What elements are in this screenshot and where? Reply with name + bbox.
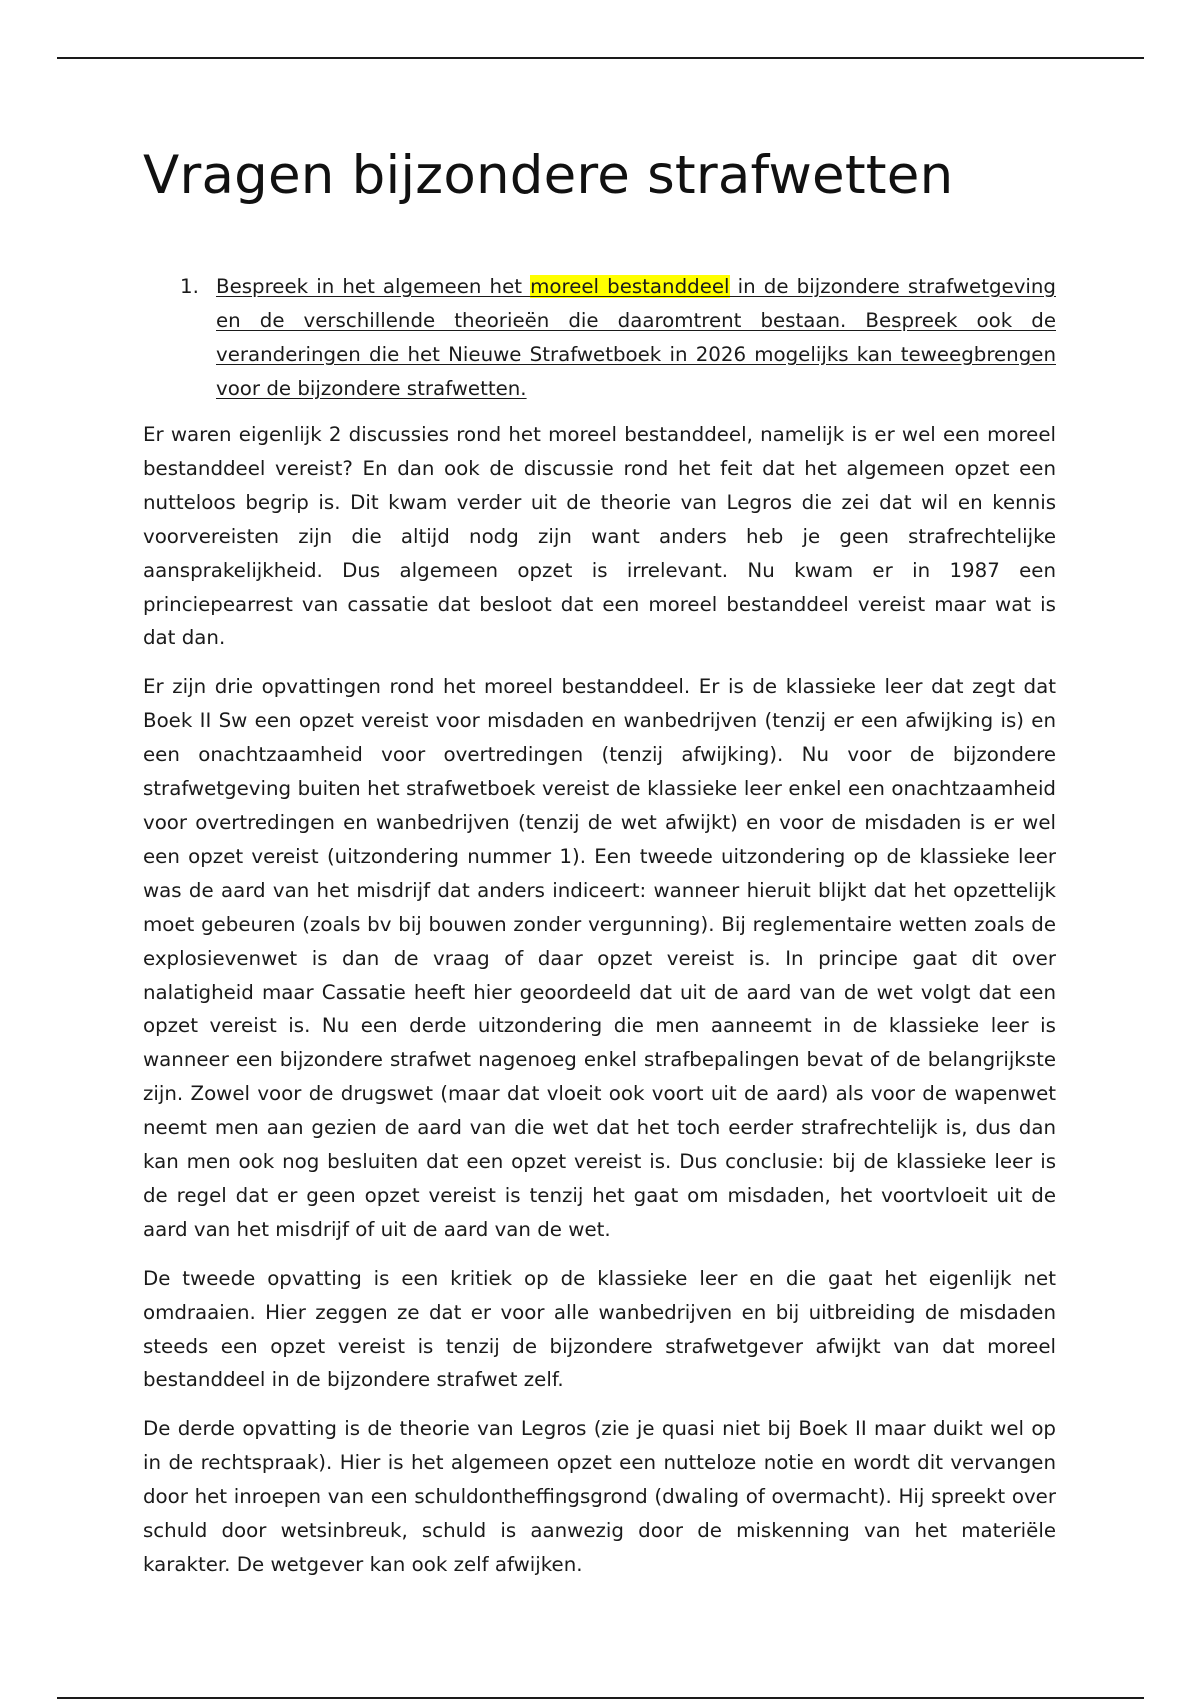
question-text-after: in de bijzondere strafwetgeving en de verschillende theorieën die daaromtrent bestaan. Bespreek ook de veranderingen die het Nieuwe Strafwetboek in 2026 mogelijks kan teweegbrengen voor de bijzondere strafwetten. bbox=[216, 275, 1056, 400]
paragraph-1: Er waren eigenlijk 2 discussies rond het moreel bestanddeel, namelijk is er wel een moreel bestanddeel vereist? En dan ook de discussie rond het feit dat het algemeen opzet een nutteloos begrip is. Dit kwam verder uit de theorie van Legros die zei dat wil en kennis voorvereisten zijn die altijd nodg zijn want anders heb je geen strafrechtelijke aansprakelijkheid. Dus algemeen opzet is irrelevant. Nu kwam er in 1987 een princiepearrest van cassatie dat besloot dat een moreel bestanddeel vereist maar wat is dat dan. bbox=[143, 423, 1056, 650]
question-number: 1. bbox=[180, 275, 199, 298]
document-body bbox=[143, 140, 1056, 1597]
document-title: Vragen bijzondere strafwetten bbox=[143, 145, 954, 206]
paragraph-3: De tweede opvatting is een kritiek op de klassieke leer en die gaat het eigenlijk net omdraaien. Hier zeggen ze dat er voor alle wanbedrijven en bij uitbreiding de misdaden steeds een opzet vereist is tenzij de bijzondere strafwetgever afwijkt van dat moreel bestanddeel in de bijzondere strafwet zelf. bbox=[143, 1266, 1056, 1392]
footer-rule bbox=[57, 1697, 1144, 1699]
question-text bbox=[216, 270, 1056, 406]
question-item bbox=[143, 270, 1056, 406]
header-rule bbox=[57, 57, 1144, 59]
paragraph-2: Er zijn drie opvattingen rond het moreel bestanddeel. Er is de klassieke leer dat zegt dat Boek II Sw een opzet vereist voor misdaden en wanbedrijven (tenzij er een afwijking is) en een onachtzaamheid voor overtredingen (tenzij afwijking). Nu voor de bijzondere strafwetgeving buiten het strafwetboek vereist de klassieke leer enkel een onachtzaamheid voor overtredingen en wanbedrijven (tenzij de wet afwijkt) en voor de misdaden is er wel een opzet vereist (uitzondering nummer 1). Een tweede uitzondering op de klassieke leer was de aard van het misdrijf dat anders indiceert: wanneer hieruit blijkt dat het opzettelijk moet gebeuren (zoals bv bij bouwen zonder vergunning). Bij reglementaire wetten zoals de explosievenwet is dan de vraag of daar opzet vereist is. In principe gaat dit over nalatigheid maar Cassatie heeft hier geoordeeld dat uit de aard van de wet volgt dat een opzet vereist is. Nu een derde uitzondering die men aanneemt in de klassieke leer is wanneer een bijzondere strafwet nagenoeg enkel strafbepalingen bevat of de belangrijkste zijn. Zowel voor de drugswet (maar dat vloeit ook voort uit de aard) als voor de wapenwet neemt men aan gezien de aard van die wet dat het toch eerder strafrechtelijk is, dus dan kan men ook nog besluiten dat een opzet vereist is. Dus conclusie: bij de klassieke leer is de regel dat er geen opzet vereist is tenzij het gaat om misdaden, het voortvloeit uit de aard van het misdrijf of uit de aard van de wet. bbox=[143, 675, 1056, 1241]
question-text-before: Bespreek in het algemeen het bbox=[216, 275, 531, 298]
paragraph-4: De derde opvatting is de theorie van Legros (zie je quasi niet bij Boek II maar duikt wel op in de rechtspraak). Hier is het algemeen opzet een nutteloze notie en wordt dit vervangen door het inroepen van een schuldontheffingsgrond (dwaling of overmacht). Hij spreekt over schuld door wetsinbreuk, schuld is aanwezig door de miskenning van het materiële karakter. De wetgever kan ook zelf afwijken. bbox=[143, 1417, 1056, 1576]
highlighted-term: moreel bestanddeel bbox=[530, 275, 730, 298]
